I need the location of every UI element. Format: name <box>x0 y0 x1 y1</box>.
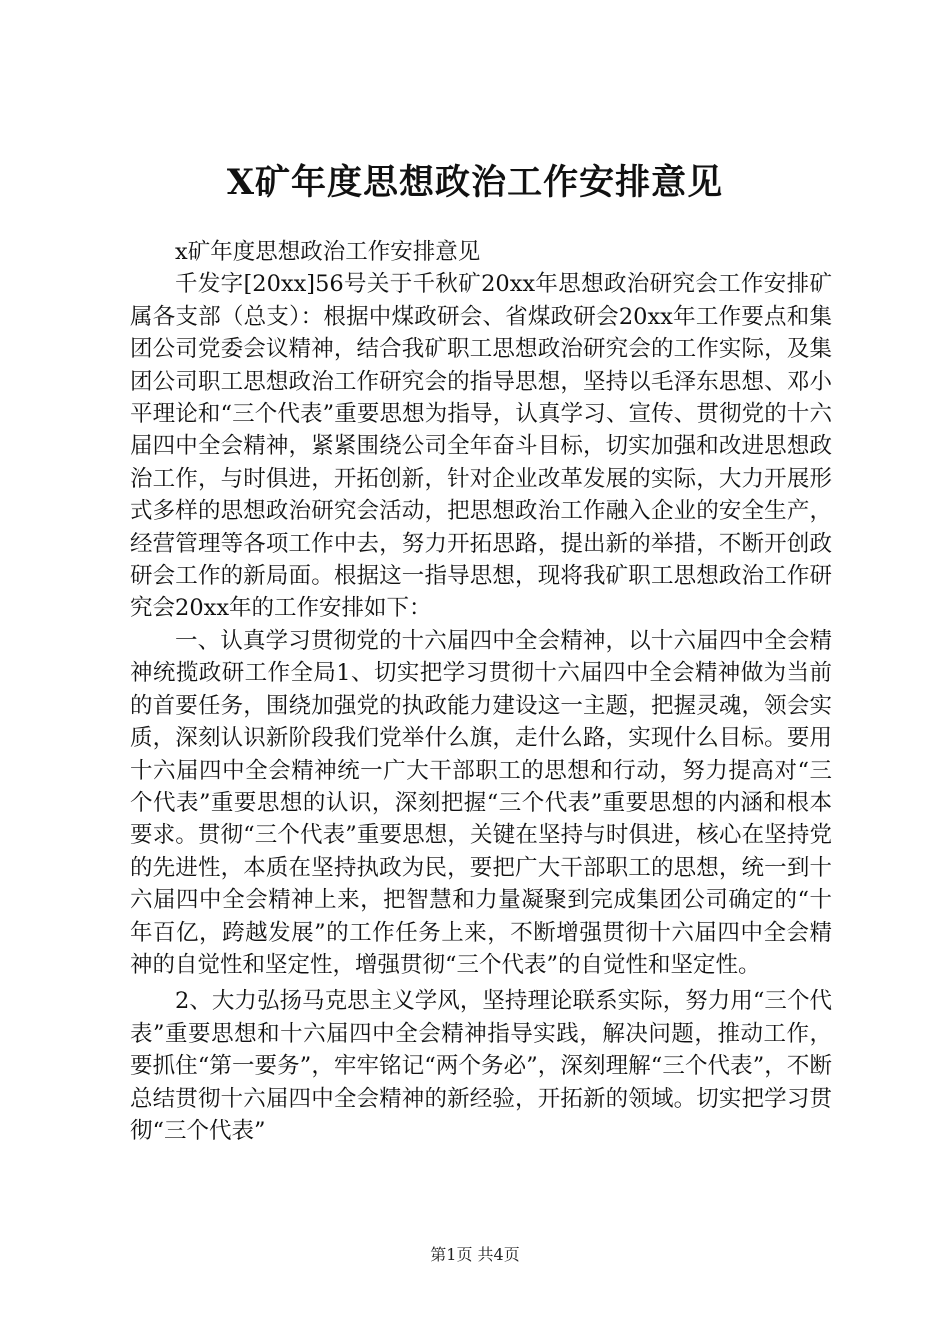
document-title: X矿年度思想政治工作安排意见 <box>226 162 724 203</box>
paragraph-section-one: 一、认真学习贯彻党的十六届四中全会精神，以十六届四中全会精神统揽政研工作全局1、切实把学习贯彻十六届四中全会精神做为当前的首要任务，围绕加强党的执政能力建设这一主题，把握灵魂，领会实质，深刻认识新阶段我们党举什么旗，走什么路，实现什么目标。要用十六届四中全会精神统一广大干部职工的思想和行动，努力提高对“三个代表”重要思想的认识，深刻把握“三个代表”重要思想的内涵和根本要求。贯彻“三个代表”重要思想，关键在坚持与时俱进，核心在坚持党的先进性，本质在坚持执政为民，要把广大干部职工的思想，统一到十六届四中全会精神上来，把智慧和力量凝聚到完成集团公司确定的“十年百亿，跨越发展”的工作任务上来，不断增强贯彻十六届四中全会精神的自觉性和坚定性，增强贯彻“三个代表”的自觉性和坚定性。 <box>130 627 832 978</box>
document-body <box>130 236 832 1147</box>
paragraph-item-two: 2、大力弘扬马克思主义学风，坚持理论联系实际，努力用“三个代表”重要思想和十六届四中全会精神指导实践，解决问题，推动工作，要抓住“第一要务”，牢牢铭记“两个务必”，深刻理解“三个代表”，不断总结贯彻十六届四中全会精神的新经验，开拓新的领域。切实把学习贯彻“三个代表” <box>130 988 832 1144</box>
paragraph-intro: 千发字[20xx]56号关于千秋矿20xx年思想政治研究会工作安排矿属各支部（总支）：根据中煤政研会、省煤政研会20xx年工作要点和集团公司党委会议精神，结合我矿职工思想政治研究会的工作实际，及集团公司职工思想政治工作研究会的指导思想，坚持以毛泽东思想、邓小平理论和“三个代表”重要思想为指导，认真学习、宣传、贯彻党的十六届四中全会精神，紧紧围绕公司全年奋斗目标，切实加强和改进思想政治工作，与时俱进，开拓创新，针对企业改革发展的实际，大力开展形式多样的思想政治研究会活动，把思想政治工作融入企业的安全生产，经营管理等各项工作中去，努力开拓思路，提出新的举措，不断开创政研会工作的新局面。根据这一指导思想，现将我矿职工思想政治工作研究会20xx年的工作安排如下： <box>130 271 832 622</box>
paragraph-subtitle: x矿年度思想政治工作安排意见 <box>175 239 481 265</box>
page-number-footer: 第1页 共4页 <box>430 1245 520 1264</box>
